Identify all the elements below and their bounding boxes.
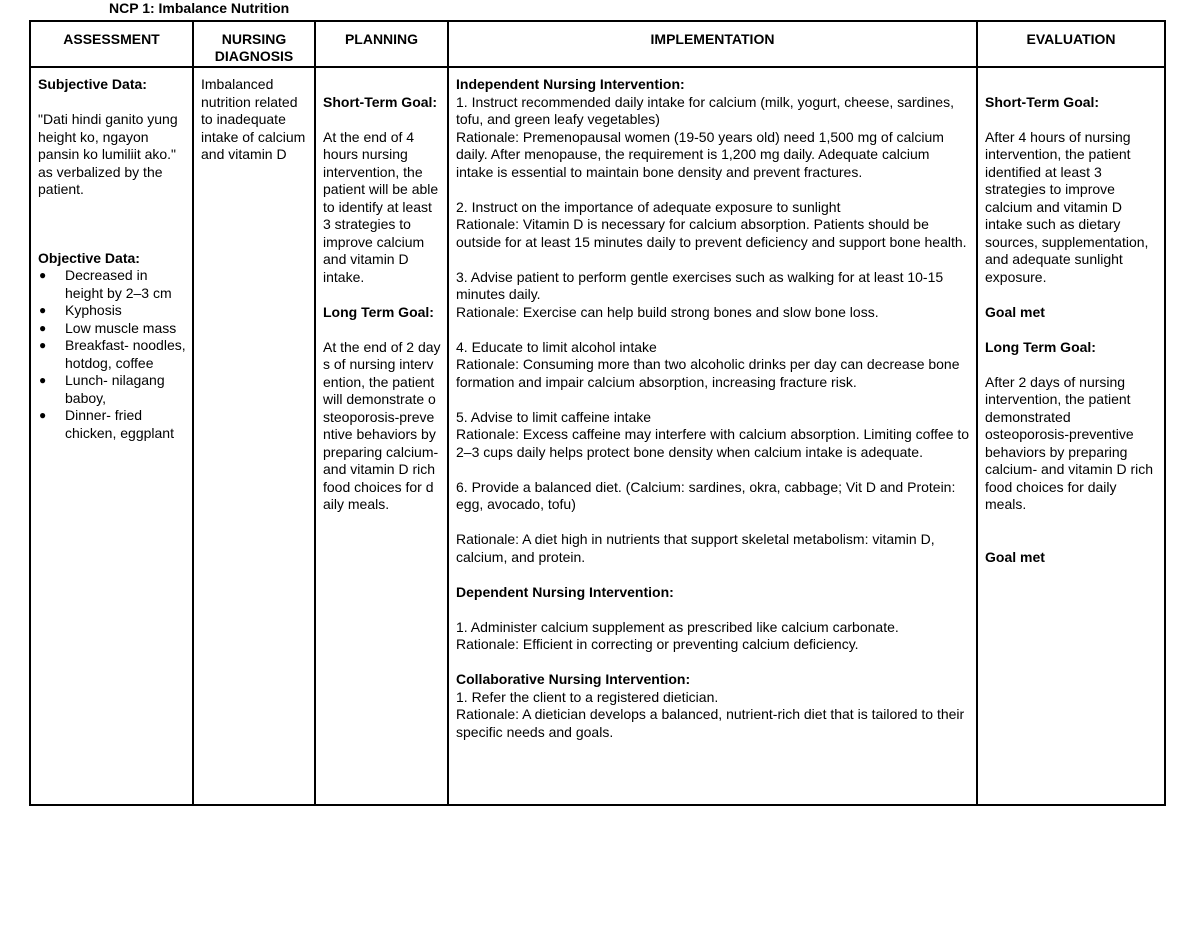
intervention-1: 1. Instruct recommended daily intake for calcium (milk, yogurt, cheese, sardines, tofu, and green leafy vegetables): [456, 93, 954, 127]
evaluation-short-term-text: After 4 hours of nursing intervention, the patient identified at least 3 strategies to improve calcium and vitamin D intake such as dietary sources, supplementation, and adequate sunlight exposure.: [985, 128, 1149, 285]
independent-intervention-label: Independent Nursing Intervention:: [456, 76, 685, 92]
collaborative-intervention-1: 1. Refer the client to a registered dietician.: [456, 688, 719, 705]
dependent-intervention-label: Dependent Nursing Intervention:: [456, 583, 674, 600]
diagnosis-cell: [193, 67, 315, 805]
intervention-2: 2. Instruct on the importance of adequate exposure to sunlight: [456, 198, 841, 215]
document-title: NCP 1: Imbalance Nutrition: [109, 0, 290, 16]
diagnosis-text: Imbalanced nutrition related to inadequate intake of calcium and vitamin D: [201, 76, 306, 162]
care-plan-table: [29, 20, 1166, 806]
header-implementation: IMPLEMENTATION: [448, 21, 977, 67]
planning-short-term-label: Short-Term Goal:: [323, 93, 438, 110]
evaluation-cell: [977, 67, 1165, 805]
rationale-3: Rationale: Exercise can help build strong bones and slow bone loss.: [456, 303, 879, 320]
planning-long-term-text: At the end of 2 days of nursing intervention, the patient will demonstrate osteoporosis-preventive behaviors by preparing calcium- and vitamin D rich food choices for daily meals.: [323, 338, 441, 512]
collaborative-rationale-1: Rationale: A dietician develops a balanced, nutrient-rich diet that is tailored to their specific needs and goals.: [456, 706, 965, 740]
bullet-icon: ●: [39, 373, 47, 387]
evaluation-long-term-label: Long Term Goal:: [985, 338, 1096, 355]
rationale-1: Rationale: Premenopausal women (19-50 years old) need 1,500 mg of calcium daily. After menopause, the requirement is 1,200 mg daily. Adequate calcium intake is essential to maintain bone density and prevent fractures.: [456, 128, 944, 180]
intervention-4: 4. Educate to limit alcohol intake: [456, 338, 657, 355]
intervention-3: 3. Advise patient to perform gentle exercises such as walking for at least 10-15 minutes daily.: [456, 268, 944, 302]
rationale-5: Rationale: Excess caffeine may interfere with calcium absorption. Limiting coffee to 2–3 cups daily helps protect bone density when calcium intake is adequate.: [456, 426, 970, 460]
bullet-icon: ●: [39, 303, 47, 317]
list-item: ● Low muscle mass: [39, 319, 177, 336]
header-evaluation: EVALUATION: [977, 21, 1165, 67]
subjective-data-label: Subjective Data:: [38, 76, 147, 92]
evaluation-goal-met-2: Goal met: [985, 548, 1045, 565]
bullet-icon: ●: [39, 320, 47, 335]
subjective-data-text: "Dati hindi ganito yung height ko, ngayon pansin ko lumiliit ako." as verbalized by the patient.: [38, 111, 178, 197]
header-assessment: ASSESSMENT: [30, 21, 193, 67]
bullet-icon: ●: [39, 268, 47, 282]
evaluation-long-term-text: After 2 days of nursing intervention, the patient demonstrated osteoporosis-preventive behaviors by preparing calcium- and vitamin D rich food choices for daily meals.: [985, 373, 1154, 512]
content-row: [30, 67, 1165, 805]
list-item: ● Lunch- nilagang baboy,: [39, 372, 165, 406]
intervention-5: 5. Advise to limit caffeine intake: [456, 408, 652, 425]
header-nursing-diagnosis: NURSING DIAGNOSIS: [193, 21, 315, 67]
implementation-cell: [448, 67, 977, 805]
list-item: ● Breakfast- noodles, hotdog, coffee: [39, 337, 186, 371]
assessment-cell: [30, 67, 193, 805]
dependent-intervention-1: 1. Administer calcium supplement as prescribed like calcium carbonate.: [456, 618, 899, 635]
planning-short-term-text: At the end of 4 hours nursing intervention, the patient will be able to identify at least 3 strategies to improve calcium and vitamin D intake.: [323, 128, 439, 285]
rationale-6: Rationale: A diet high in nutrients that support skeletal metabolism: vitamin D, calcium, and protein.: [456, 531, 935, 565]
list-item: ● Kyphosis: [39, 302, 122, 318]
planning-long-term-label: Long Term Goal:: [323, 303, 434, 320]
evaluation-short-term-label: Short-Term Goal:: [985, 93, 1100, 110]
collaborative-intervention-label: Collaborative Nursing Intervention:: [456, 671, 691, 687]
evaluation-goal-met-1: Goal met: [985, 303, 1045, 320]
header-planning: PLANNING: [315, 21, 448, 67]
planning-cell: [315, 67, 448, 805]
bullet-icon: ●: [39, 408, 47, 422]
rationale-4: Rationale: Consuming more than two alcoholic drinks per day can decrease bone formation and impair calcium absorption, increasing fracture risk.: [456, 356, 960, 390]
objective-data-label: Objective Data:: [38, 249, 140, 266]
dependent-rationale-1: Rationale: Efficient in correcting or preventing calcium deficiency.: [456, 636, 859, 652]
list-item: ● Decreased in height by 2–3 cm: [39, 267, 172, 301]
list-item: ● Dinner- fried chicken, eggplant: [39, 407, 174, 441]
intervention-6: 6. Provide a balanced diet. (Calcium: sardines, okra, cabbage; Vit D and Protein: egg, avocado, tofu): [456, 478, 956, 512]
rationale-2: Rationale: Vitamin D is necessary for calcium absorption. Patients should be outside for at least 15 minutes daily to prevent deficiency and support bone health.: [456, 216, 967, 250]
objective-data-list: [38, 267, 186, 442]
header-row: [30, 21, 1165, 67]
bullet-icon: ●: [39, 338, 47, 352]
